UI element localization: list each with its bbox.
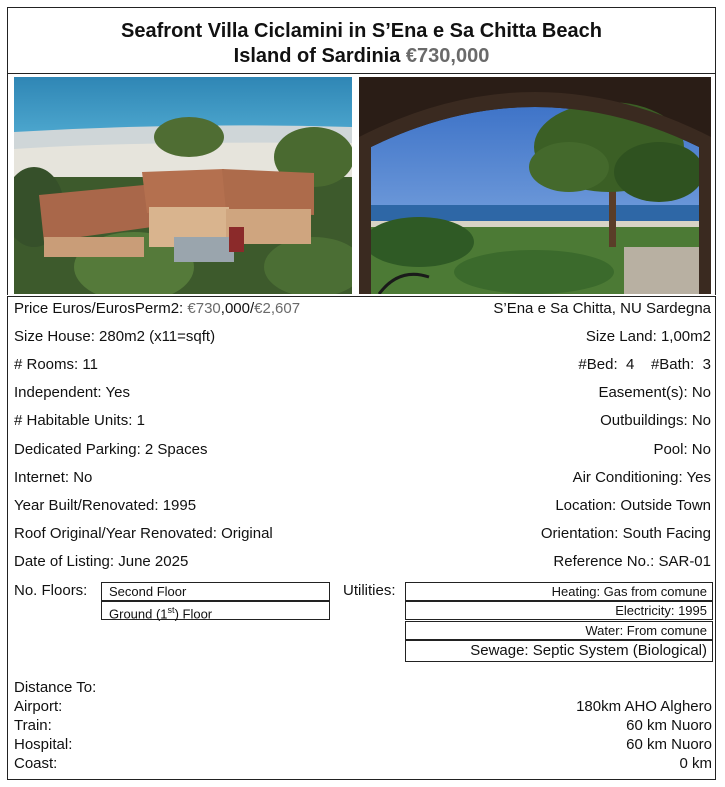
row-rooms (14, 354, 711, 376)
outbuildings-field: Outbuildings: No (600, 412, 711, 429)
price-label: Price Euros/EurosPerm2: (14, 300, 188, 317)
floor-ground-pre: Ground (1 (109, 606, 168, 622)
distance-hospital-row (14, 735, 712, 754)
air-conditioning-field: Air Conditioning: Yes (572, 469, 711, 486)
row-size (14, 326, 711, 348)
utilities-label: Utilities: (343, 582, 396, 599)
hospital-label: Hospital: (14, 736, 73, 753)
independent-field: Independent: Yes (14, 384, 130, 401)
reference-field: Reference No.: SAR-01 (553, 553, 711, 570)
habitable-units-field: # Habitable Units: 1 (14, 412, 145, 429)
price-field (14, 298, 300, 320)
airport-label: Airport: (14, 698, 63, 715)
rooms-field: # Rooms: 11 (14, 356, 98, 373)
row-units (14, 410, 711, 432)
bed-bath-field: #Bed: 4 #Bath: 3 (578, 356, 711, 373)
coast-value: 0 km (679, 755, 712, 772)
train-label: Train: (14, 717, 52, 734)
utility-electricity: Electricity: 1995 (405, 601, 713, 620)
details-box (7, 296, 716, 780)
distance-header-row (14, 678, 712, 697)
row-roof (14, 523, 711, 545)
page-subtitle (8, 44, 715, 69)
location-type-field: Location: Outside Town (555, 497, 711, 514)
utility-water: Water: From comune (405, 621, 713, 640)
parking-field: Dedicated Parking: 2 Spaces (14, 441, 208, 458)
row-price-location (14, 298, 711, 320)
roof-field: Roof Original/Year Renovated: Original (14, 525, 273, 542)
row-year (14, 495, 711, 517)
floor-ground-sup: st (167, 605, 175, 615)
page-title: Seafront Villa Ciclamini in S’Ena e Sa Chitta Beach (121, 20, 602, 42)
title-box (7, 7, 716, 74)
utility-heating: Heating: Gas from comune (405, 582, 713, 601)
row-independent (14, 382, 711, 404)
train-value: 60 km Nuoro (626, 717, 712, 734)
distance-train-row (14, 716, 712, 735)
date-listing-field: Date of Listing: June 2025 (14, 553, 189, 570)
aerial-villa-photo (14, 77, 352, 294)
distance-header: Distance To: (14, 679, 97, 696)
pool-field: Pool: No (653, 441, 711, 458)
hospital-value: 60 km Nuoro (626, 736, 712, 753)
price-mid: ,000/ (220, 300, 255, 317)
distance-coast-row (14, 754, 712, 773)
coast-label: Coast: (14, 755, 58, 772)
distance-airport-row (14, 697, 712, 716)
utility-sewage: Sewage: Septic System (Biological) (405, 640, 713, 662)
easements-field: Easement(s): No (598, 384, 711, 401)
size-house-field: Size House: 280m2 (x11=sqft) (14, 328, 216, 345)
price-per-m2: €2,607 (254, 300, 301, 317)
year-built-field: Year Built/Renovated: 1995 (14, 497, 197, 514)
row-internet (14, 467, 711, 489)
sea-view-arch-photo (359, 77, 711, 294)
row-parking (14, 439, 711, 461)
floor-ground (101, 601, 330, 620)
row-date (14, 551, 711, 573)
size-land-field: Size Land: 1,00m2 (585, 328, 711, 345)
subtitle-price: €730,000 (405, 45, 490, 67)
subtitle-location: Island of Sardinia (233, 45, 406, 67)
orientation-field: Orientation: South Facing (540, 525, 711, 542)
price-euro-symbol: €730 (187, 300, 221, 317)
floors-label: No. Floors: (14, 582, 88, 599)
location-field: S’Ena e Sa Chitta, NU Sardegna (493, 300, 711, 317)
floor-second: Second Floor (101, 582, 330, 601)
internet-field: Internet: No (14, 469, 93, 486)
photo-row (7, 74, 716, 295)
airport-value: 180km AHO Alghero (576, 698, 712, 715)
floor-ground-post: ) Floor (174, 606, 213, 622)
